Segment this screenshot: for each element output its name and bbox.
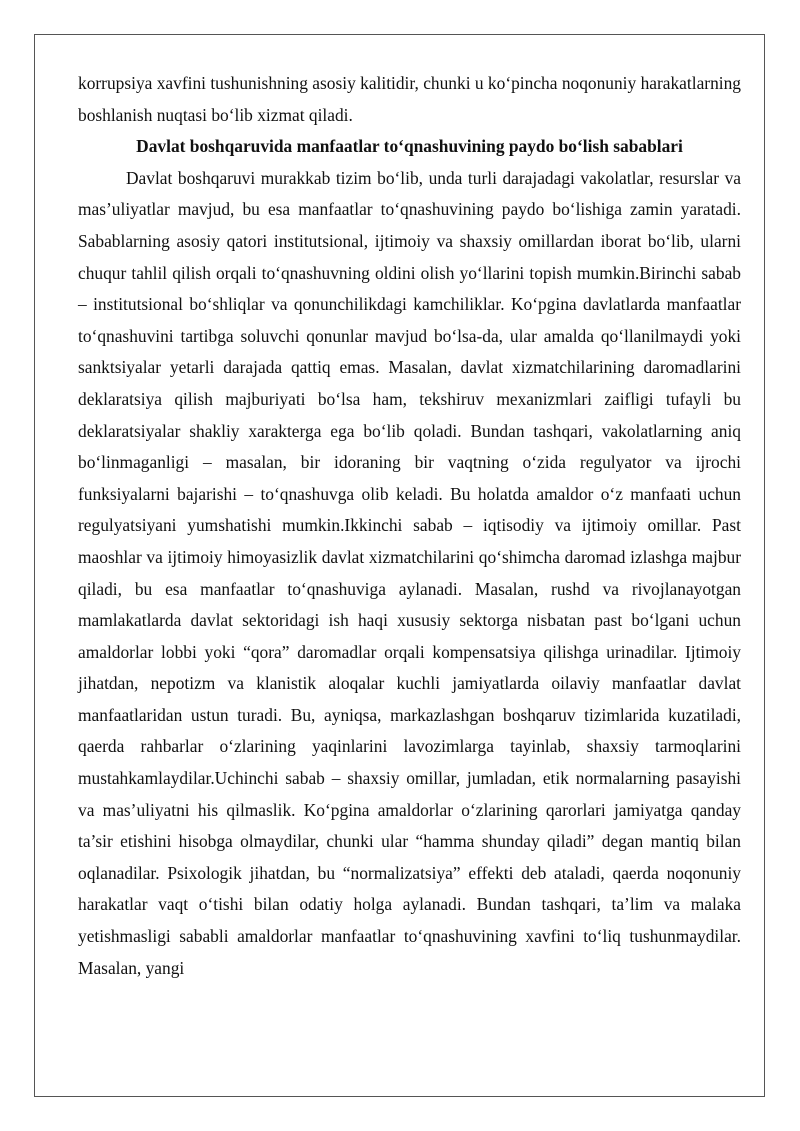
section-heading: Davlat boshqaruvida manfaatlar to‘qnashuvining paydo bo‘lish sabablari (136, 136, 683, 157)
intro-paragraph: korrupsiya xavfini tushunishning asosiy kalitidir, chunki u ko‘pincha noqonuniy harakatlarning boshlanish nuqtasi bo‘lib xizmat qiladi. (78, 73, 741, 125)
body-paragraph: Davlat boshqaruvi murakkab tizim bo‘lib, unda turli darajadagi vakolatlar, resurslar va mas’uliyatlar mavjud, bu esa manfaatlar to‘qnashuvining paydo bo‘lishiga zamin yaratadi. Sabablarning asosiy qatori institutsional, ijtimoiy va shaxsiy omillardan iborat bo‘lib, ularni chuqur tahlil qilish orqali to‘qnashuvning oldini olish yo‘llarini topish mumkin.Birinchi sabab – institutsional bo‘shliqlar va qonunchilikdagi kamchiliklar. Ko‘pgina davlatlarda manfaatlar to‘qnashuvini tartibga soluvchi qonunlar mavjud bo‘lsa-da, ular amalda qo‘llanilmaydi yoki sanktsiyalar yetarli darajada qattiq emas. Masalan, davlat xizmatchilarining daromadlarini deklaratsiya qilish majburiyati bo‘lsa ham, tekshiruv mexanizmlari zaifligi tufayli bu deklaratsiyalar shakliy xarakterga ega bo‘lib qoladi. Bundan tashqari, vakolatlarning aniq bo‘linmaganligi – masalan, bir idoraning bir vaqtning o‘zida regulyator va ijrochi funksiyalarni bajarishi – to‘qnashuvga olib keladi. Bu holatda amaldor o‘z manfaati uchun regulyatsiyani yumshatishi mumkin.Ikkinchi sabab – iqtisodiy va ijtimoiy omillar. Past maoshlar va ijtimoiy himoyasizlik davlat xizmatchilarini qo‘shimcha daromad izlashga majbur qiladi, bu esa manfaatlar to‘qnashuviga aylanadi. Masalan, rushd va rivojlanayotgan mamlakatlarda davlat sektoridagi ish haqi xususiy sektorga nisbatan past bo‘lgani uchun amaldorlar lobbi yoki “qora” daromadlar orqali kompensatsiya qilishga urinadilar. Ijtimoiy jihatdan, nepotizm va klanistik aloqalar kuchli jamiyatlarda oilaviy manfaatlar davlat manfaatlaridan ustun turadi. Bu, ayniqsa, markazlashgan boshqaruv tizimlarida kuzatiladi, qaerda rahbarlar o‘zlarining yaqinlarini lavozimlarga tayinlab, shaxsiy tarmoqlarini mustahkamlaydilar.Uchinchi sabab – shaxsiy omillar, jumladan, etik normalarning pasayishi va mas’uliyatni his qilmaslik. Ko‘pgina amaldorlar o‘zlarining qarorlari jamiyatga qanday ta’sir etishini hisobga olmaydilar, chunki ular “hamma shunday qiladi” degan mantiq bilan oqlanadilar. Psixologik jihatdan, bu “normalizatsiya” effekti deb ataladi, qaerda noqonuniy harakatlar vaqt o‘tishi bilan odatiy holga aylanadi. Bundan tashqari, ta’lim va malaka yetishmasligi sababli amaldorlar manfaatlar to‘qnashuvining xavfini to‘liq tushunmaydilar. Masalan, yangi (78, 167, 741, 978)
document-body (78, 68, 741, 984)
